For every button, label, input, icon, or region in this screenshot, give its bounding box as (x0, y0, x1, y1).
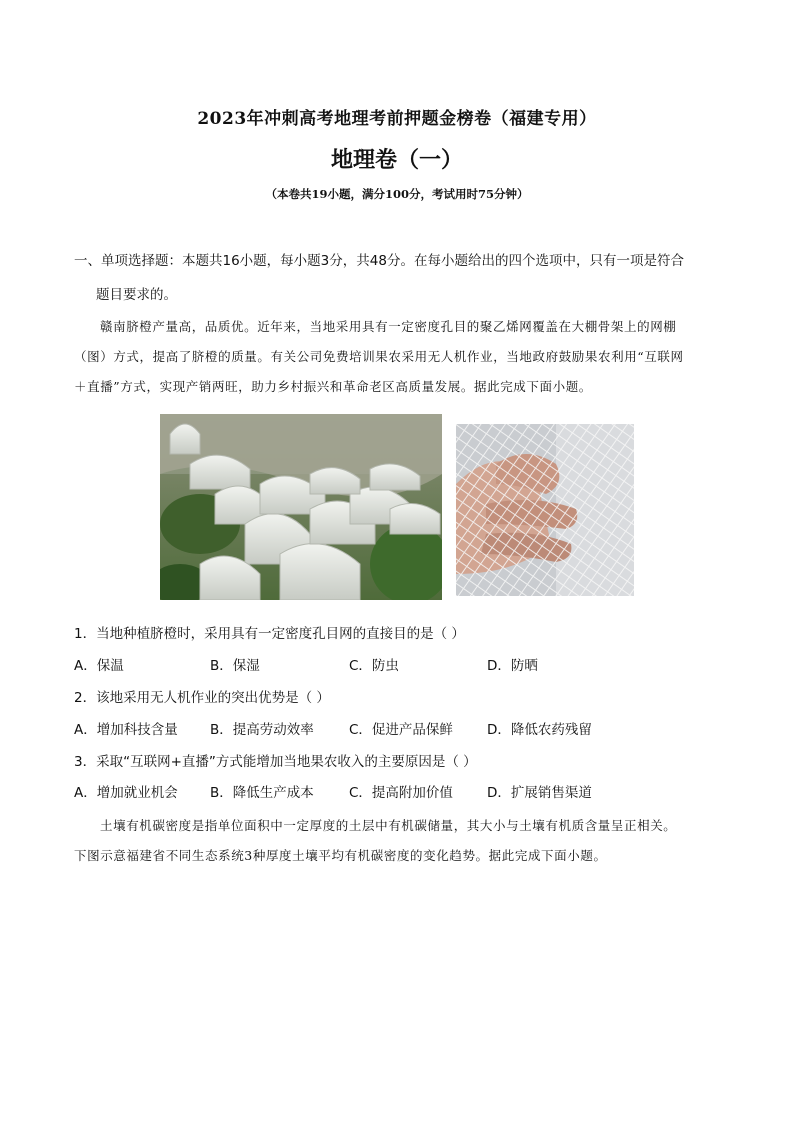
q1-option-c[interactable]: C．防虫 (349, 658, 399, 674)
passage2-line1: 土壤有机碳密度是指单位面积中一定厚度的土层中有机碳储量，其大小与土壤有机质含量呈正相关。 (100, 818, 677, 833)
question-3-stem: 3．采取“互联网+直播”方式能增加当地果农收入的主要原因是（ ） (74, 754, 477, 770)
net-house-orchard-photo (160, 414, 442, 600)
question-1-stem: 1．当地种植脐橙时，采用具有一定密度孔目网的直接目的是（ ） (74, 626, 465, 642)
q1-option-d[interactable]: D．防晒 (487, 658, 538, 674)
q2-option-b[interactable]: B．提高劳动效率 (210, 722, 314, 738)
q2-option-c[interactable]: C．促进产品保鲜 (349, 722, 453, 738)
passage2-line2: 下图示意福建省不同生态系统3种厚度土壤平均有机碳密度的变化趋势。据此完成下面小题。 (74, 848, 607, 863)
q2-option-d[interactable]: D．降低农药残留 (487, 722, 592, 738)
question-2-stem: 2．该地采用无人机作业的突出优势是（ ） (74, 690, 330, 706)
q1-option-b[interactable]: B．保湿 (210, 658, 260, 674)
exam-title: 2023年冲刺高考地理考前押题金榜卷（福建专用） (197, 109, 597, 129)
exam-note: （本卷共19小题，满分100分，考试用时75分钟） (265, 187, 529, 201)
section-heading-line1: 一、单项选择题：本题共16小题，每小题3分，共48分。在每小题给出的四个选项中，只有一项是符合 (74, 253, 684, 269)
q3-option-c[interactable]: C．提高附加价值 (349, 785, 453, 801)
q3-option-a[interactable]: A．增加就业机会 (74, 785, 178, 801)
q3-option-d[interactable]: D．扩展销售渠道 (487, 785, 592, 801)
polyethylene-mesh-photo (456, 424, 634, 596)
q2-option-a[interactable]: A．增加科技含量 (74, 722, 178, 738)
q1-option-a[interactable]: A．保温 (74, 658, 124, 674)
passage1-line1: 赣南脐橙产量高，品质优。近年来，当地采用具有一定密度孔目的聚乙烯网覆盖在大棚骨架上的网棚 (100, 319, 677, 334)
passage1-line3: ＋直播”方式，实现产销两旺，助力乡村振兴和革命老区高质量发展。据此完成下面小题。 (74, 379, 592, 394)
exam-subtitle: 地理卷（一） (330, 147, 463, 173)
section-heading-line2: 题目要求的。 (96, 287, 177, 303)
passage1-line2: （图）方式，提高了脐橙的质量。有关公司免费培训果农采用无人机作业，当地政府鼓励果农利用“互联网 (74, 349, 684, 364)
q3-option-b[interactable]: B．降低生产成本 (210, 785, 314, 801)
